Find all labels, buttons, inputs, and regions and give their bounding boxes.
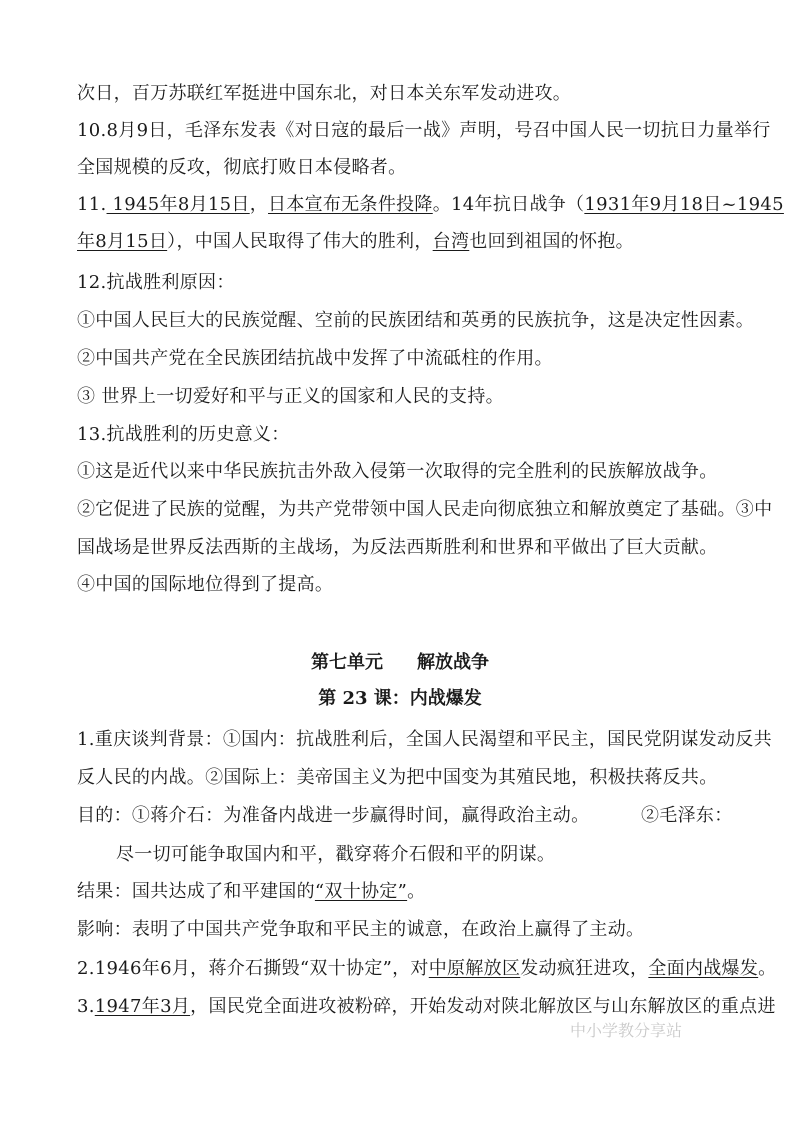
paragraph-line: 目的：①蒋介石：为准备内战进一步赢得时间，赢得政治主动。 [77, 805, 590, 826]
list-item: ③ 世界上一切爱好和平与正义的国家和人民的支持。 [77, 386, 504, 407]
list-item: ①中国人民巨大的民族觉醒、空前的民族团结和英勇的民族抗争，这是决定性因素。 [77, 310, 755, 331]
paragraph-line: 影响：表明了中国共产党争取和平民主的诚意，在政治上赢得了主动。 [77, 919, 645, 940]
paragraph-line: 年8月15日），中国人民取得了伟大的胜利，台湾也回到祖国的怀抱。 [77, 231, 634, 252]
paragraph-line: 2.1946年6月，蒋介石撕毁“双十协定”，对中原解放区发动疯狂进攻，全面内战爆发。 [77, 958, 777, 979]
section-heading: 13.抗战胜利的历史意义： [77, 424, 290, 445]
lesson-title: 第 23 课：内战爆发 [318, 688, 482, 709]
list-item: 国战场是世界反法西斯的主战场，为反法西斯胜利和世界和平做出了巨大贡献。 [77, 537, 718, 558]
paragraph-line: 1.重庆谈判背景：①国内：抗战胜利后，全国人民渴望和平民主，国民党阴谋发动反共 [77, 729, 772, 750]
list-item: ②它促进了民族的觉醒，为共产党带领中国人民走向彻底独立和解放奠定了基础。③中 [77, 499, 773, 520]
paragraph-line: 次日，百万苏联红军挺进中国东北，对日本关东军发动进攻。 [77, 83, 572, 104]
paragraph-line: 尽一切可能争取国内和平，戳穿蒋介石假和平的阴谋。 [116, 844, 556, 865]
unit-heading: 第七单元 解放战争 [311, 652, 489, 673]
paragraph-line: 3.1947年3月，国民党全面进攻被粉碎，开始发动对陕北解放区与山东解放区的重点进 [77, 996, 776, 1017]
paragraph-line: ②毛泽东： [641, 805, 733, 826]
paragraph-line: 结果：国共达成了和平建国的“双十协定”。 [77, 881, 426, 902]
list-item: ④中国的国际地位得到了提高。 [77, 574, 334, 595]
list-item: ①这是近代以来中华民族抗击外敌入侵第一次取得的完全胜利的民族解放战争。 [77, 461, 718, 482]
paragraph-line: 10.8月9日，毛泽东发表《对日寇的最后一战》声明，号召中国人民一切抗日力量举行 [77, 120, 771, 141]
list-item: ②中国共产党在全民族团结抗战中发挥了中流砥柱的作用。 [77, 348, 553, 369]
paragraph-line: 反人民的内战。②国际上：美帝国主义为把中国变为其殖民地，积极扶蒋反共。 [77, 767, 718, 788]
watermark: 中小学教分享站 [570, 1021, 683, 1040]
paragraph-line: 全国规模的反攻，彻底打败日本侵略者。 [77, 157, 407, 178]
section-heading: 12.抗战胜利原因： [77, 272, 235, 293]
paragraph-line: 11. 1945年8月15日，日本宣布无条件投降。14年抗日战争（1931年9月18日~1945 [77, 194, 784, 215]
